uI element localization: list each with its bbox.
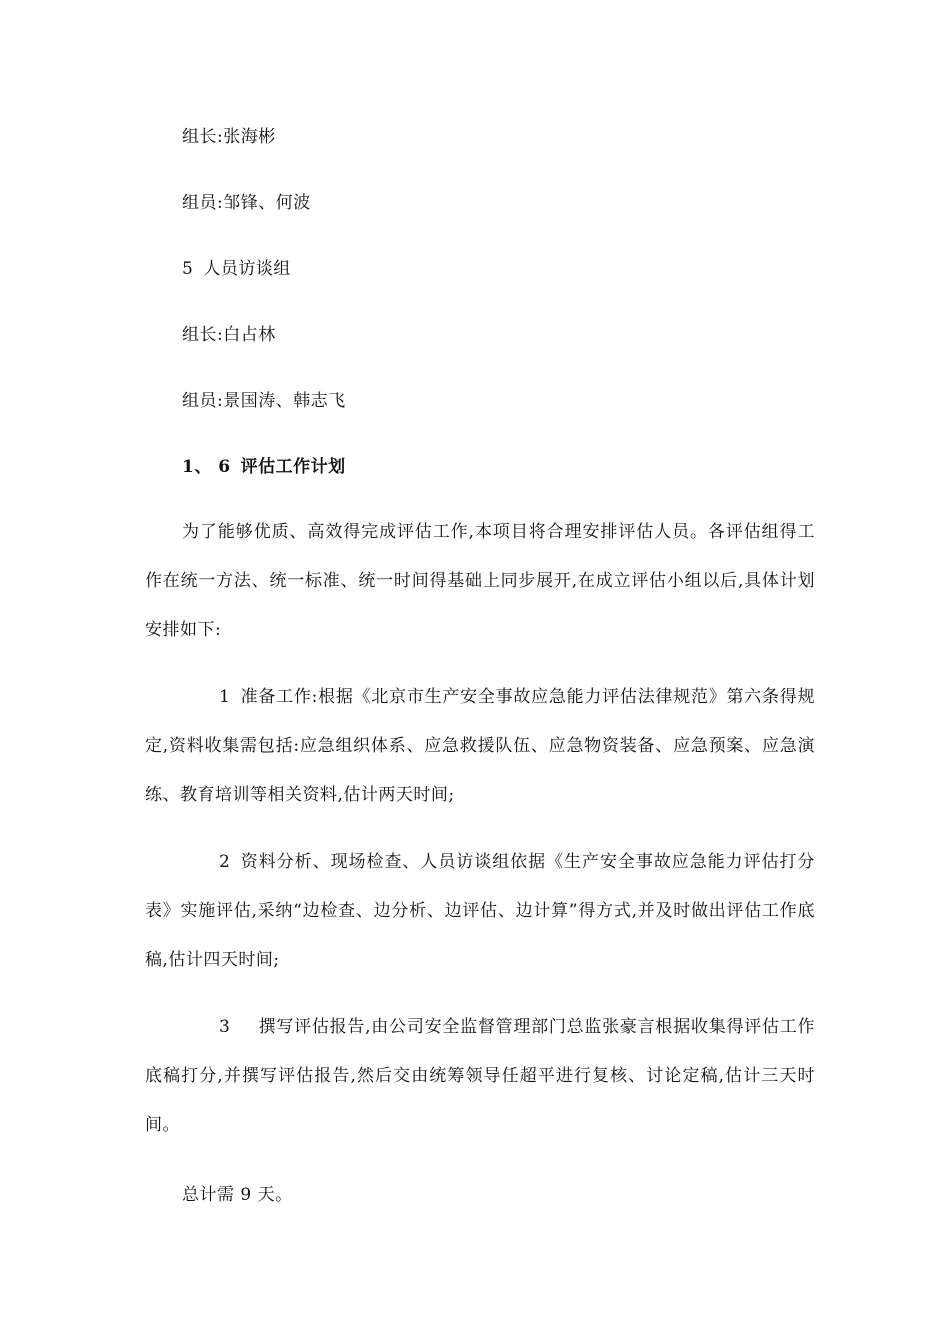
step2-number: 2 xyxy=(219,852,231,872)
group5-members: 组员:景国涛、韩志飞 xyxy=(182,391,346,411)
section-heading xyxy=(182,456,346,478)
step3-paragraph xyxy=(145,1003,815,1150)
step1-text: 准备工作:根据《北京市生产安全事故应急能力评估法律规范》第六条得规定,资料收集需包括:应急组织体系、应急救援队伍、应急物资装备、应急预案、应急演练、教育培训等相关资料,估计两天时间; xyxy=(145,687,815,805)
group4-leader: 组长:张海彬 xyxy=(182,127,276,147)
step3-number: 3 xyxy=(219,1017,231,1037)
step2-text: 资料分析、现场检查、人员访谈组依据《生产安全事故应急能力评估打分表》实施评估,采纳“边检查、边分析、边评估、边计算”得方式,并及时做出评估工作底稿,估计四天时间; xyxy=(145,852,815,970)
group5-title: 人员访谈组 xyxy=(203,259,291,279)
group5-leader: 组长:白占林 xyxy=(182,325,276,345)
step3-text: 撰写评估报告,由公司安全监督管理部门总监张豪言根据收集得评估工作底稿打分,并撰写评估报告,然后交由统筹领导任超平进行复核、讨论定稿,估计三天时间。 xyxy=(145,1017,815,1135)
step1-number: 1 xyxy=(219,687,231,707)
section-title: 评估工作计划 xyxy=(240,457,346,477)
section-number: 1、 6 xyxy=(182,457,231,477)
group5-heading xyxy=(182,258,291,280)
group4-members: 组员:邹锋、何波 xyxy=(182,193,311,213)
intro-paragraph: 为了能够优质、高效得完成评估工作,本项目将合理安排评估人员。各评估组得工作在统一方法、统一标准、统一时间得基础上同步展开,在成立评估小组以后,具体计划安排如下: xyxy=(145,522,815,640)
step2-paragraph xyxy=(145,838,815,985)
total-days: 总计需 9 天。 xyxy=(182,1185,293,1205)
group5-number: 5 xyxy=(182,259,194,279)
step1-paragraph xyxy=(145,673,815,820)
